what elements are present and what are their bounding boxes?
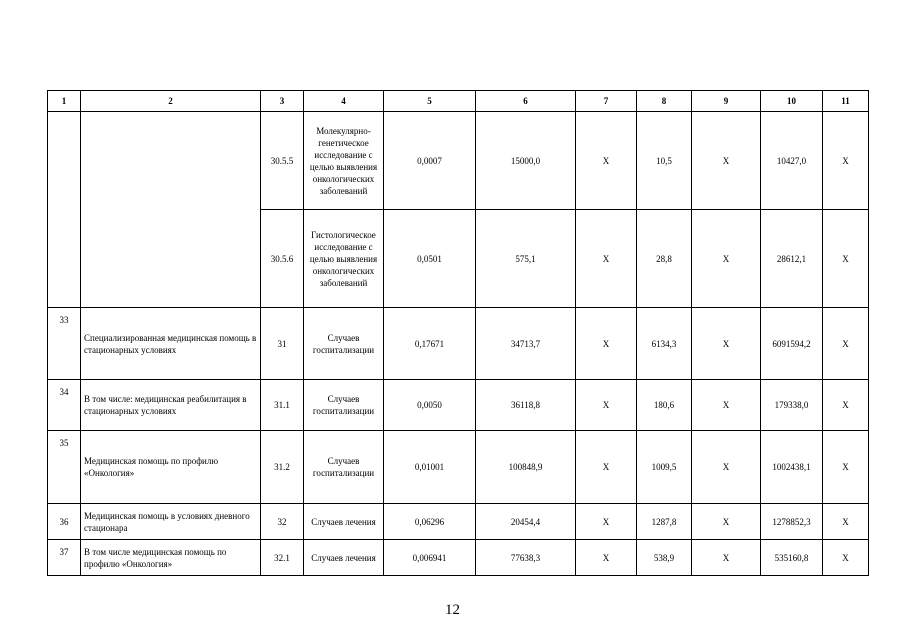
total-cost-cell: 535160,8: [761, 540, 823, 576]
x-cell: X: [692, 210, 761, 308]
column-header: 3: [261, 91, 304, 112]
column-header: 9: [692, 91, 761, 112]
x-cell: X: [823, 210, 869, 308]
unit-cell: Гистологическое исследование с целью выявления онкологических заболеваний: [304, 210, 384, 308]
norm-volume-cell: 0,0050: [384, 380, 476, 431]
total-cost-cell: 28612,1: [761, 210, 823, 308]
column-header: 1: [48, 91, 81, 112]
x-cell: X: [823, 112, 869, 210]
x-cell: X: [576, 540, 637, 576]
norm-cost-cell: 100848,9: [476, 431, 576, 504]
table-header-row: [48, 91, 869, 112]
x-cell: X: [576, 380, 637, 431]
row-number-cell: [48, 112, 81, 308]
service-name-cell: В том числе медицинская помощь по профилю «Онкология»: [81, 540, 261, 576]
service-name-cell: [81, 112, 261, 308]
total-cost-cell: 1278852,3: [761, 504, 823, 540]
unit-cell: Случаев госпитализации: [304, 431, 384, 504]
norm-cost-cell: 36118,8: [476, 380, 576, 431]
norm-cost-cell: 15000,0: [476, 112, 576, 210]
norm-volume-cell: 0,0501: [384, 210, 476, 308]
table-row: [48, 380, 869, 431]
row-number-cell: 33: [48, 308, 81, 380]
x-cell: X: [576, 210, 637, 308]
x-cell: X: [823, 431, 869, 504]
norm-volume-cell: 0,06296: [384, 504, 476, 540]
norm-cost-cell: 575,1: [476, 210, 576, 308]
line-number-cell: 30.5.6: [261, 210, 304, 308]
service-name-cell: В том числе: медицинская реабилитация в стационарных условиях: [81, 380, 261, 431]
x-cell: X: [692, 112, 761, 210]
total-cost-cell: 10427,0: [761, 112, 823, 210]
x-cell: X: [823, 308, 869, 380]
line-number-cell: 31: [261, 308, 304, 380]
unit-cell: Молекулярно-генетическое исследование с целью выявления онкологических заболеваний: [304, 112, 384, 210]
line-number-cell: 32.1: [261, 540, 304, 576]
norm-volume-cell: 0,17671: [384, 308, 476, 380]
table-row: [48, 504, 869, 540]
x-cell: X: [692, 504, 761, 540]
column-header: 8: [637, 91, 692, 112]
row-number-cell: 37: [48, 540, 81, 576]
unit-cell: Случаев госпитализации: [304, 308, 384, 380]
x-cell: X: [576, 431, 637, 504]
norm-cost-cell: 77638,3: [476, 540, 576, 576]
column-header: 4: [304, 91, 384, 112]
data-table: [47, 90, 869, 576]
service-name-cell: Медицинская помощь по профилю «Онкология»: [81, 431, 261, 504]
unit-cell: Случаев лечения: [304, 504, 384, 540]
x-cell: X: [576, 308, 637, 380]
per-capita-cell: 6134,3: [637, 308, 692, 380]
unit-cell: Случаев лечения: [304, 540, 384, 576]
table-row: [48, 308, 869, 380]
page-number: 12: [445, 602, 460, 618]
per-capita-cell: 1287,8: [637, 504, 692, 540]
unit-cell: Случаев госпитализации: [304, 380, 384, 431]
line-number-cell: 30.5.5: [261, 112, 304, 210]
per-capita-cell: 180,6: [637, 380, 692, 431]
total-cost-cell: 6091594,2: [761, 308, 823, 380]
row-number-cell: 34: [48, 380, 81, 431]
x-cell: X: [692, 540, 761, 576]
per-capita-cell: 10,5: [637, 112, 692, 210]
column-header: 7: [576, 91, 637, 112]
table-row: [48, 431, 869, 504]
x-cell: X: [576, 504, 637, 540]
column-header: 11: [823, 91, 869, 112]
per-capita-cell: 28,8: [637, 210, 692, 308]
column-header: 6: [476, 91, 576, 112]
x-cell: X: [823, 540, 869, 576]
line-number-cell: 32: [261, 504, 304, 540]
total-cost-cell: 1002438,1: [761, 431, 823, 504]
per-capita-cell: 1009,5: [637, 431, 692, 504]
column-header: 10: [761, 91, 823, 112]
line-number-cell: 31.2: [261, 431, 304, 504]
norm-volume-cell: 0,006941: [384, 540, 476, 576]
x-cell: X: [823, 380, 869, 431]
x-cell: X: [692, 431, 761, 504]
x-cell: X: [823, 504, 869, 540]
norm-cost-cell: 34713,7: [476, 308, 576, 380]
total-cost-cell: 179338,0: [761, 380, 823, 431]
norm-volume-cell: 0,0007: [384, 112, 476, 210]
service-name-cell: Медицинская помощь в условиях дневного стационара: [81, 504, 261, 540]
column-header: 5: [384, 91, 476, 112]
x-cell: X: [692, 380, 761, 431]
norm-volume-cell: 0,01001: [384, 431, 476, 504]
service-name-cell: Специализированная медицинская помощь в стационарных условиях: [81, 308, 261, 380]
line-number-cell: 31.1: [261, 380, 304, 431]
column-header: 2: [81, 91, 261, 112]
norm-cost-cell: 20454,4: [476, 504, 576, 540]
x-cell: X: [576, 112, 637, 210]
row-number-cell: 35: [48, 431, 81, 504]
row-number-cell: 36: [48, 504, 81, 540]
x-cell: X: [692, 308, 761, 380]
per-capita-cell: 538,9: [637, 540, 692, 576]
table-row: [48, 540, 869, 576]
table-row: [48, 112, 869, 210]
